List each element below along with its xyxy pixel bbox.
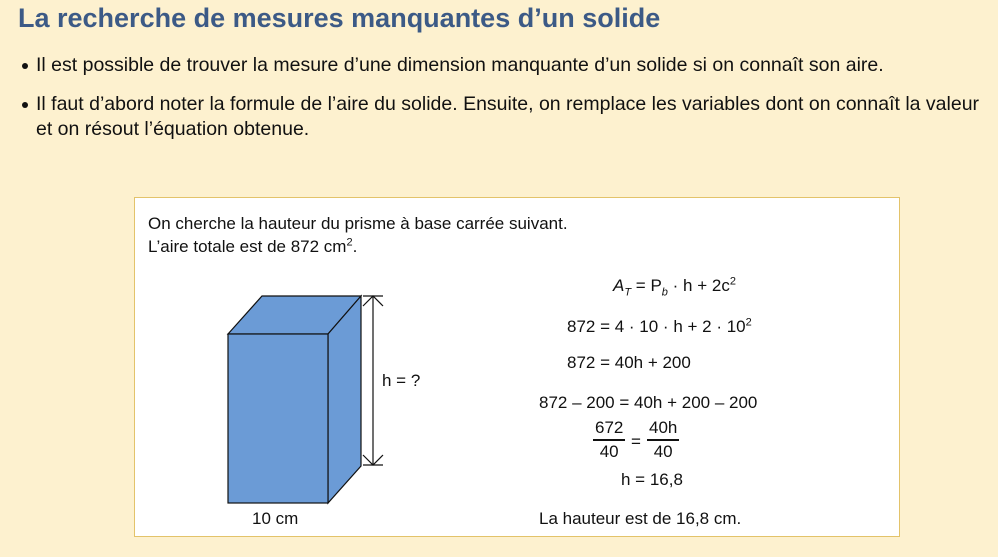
equation-subtract: 872 – 200 = 40h + 200 – 200 (539, 393, 758, 412)
section-title: La recherche de mesures manquantes d’un solide (18, 3, 661, 33)
intro-area-text: L’aire totale est de 872 cm (148, 237, 347, 256)
equation-result: h = 16,8 (621, 470, 683, 489)
fraction-left-numerator: 672 (595, 418, 624, 437)
equation-substituted: $872 = 4 \cdot 10 \cdot h + 2 \cdot 10^2$ (567, 316, 752, 336)
fraction-left-denominator: 40 (599, 441, 619, 461)
equation-simplified: 872 = 40h + 200 (567, 353, 691, 372)
intro-area-exponent: 2 (346, 236, 353, 249)
height-label: h = ? (382, 371, 421, 390)
fraction-right (647, 418, 679, 462)
fraction-right-numerator: 40h (649, 418, 678, 437)
fraction-left (593, 418, 625, 462)
prism-front-face (228, 334, 328, 503)
base-label: 10 cm (252, 509, 299, 528)
conclusion-text: La hauteur est de 16,8 cm. (539, 509, 742, 528)
fraction-left-bar (593, 439, 625, 441)
bullet-text: Il faut d’abord noter la formule de l’aire du solide. Ensuite, on remplace les variables dont on connaît la valeur et on résout l’équation obtenue. (36, 93, 980, 140)
intro-area-period: . (352, 237, 358, 256)
fraction-equals: = (631, 432, 641, 451)
intro-line-1: On cherche la hauteur du prisme à base carrée suivant. (148, 214, 568, 233)
fraction-right-denominator: 40 (653, 441, 673, 461)
bullet-text: Il est possible de trouver la mesure d’une dimension manquante d’un solide si on connaît son aire. (36, 54, 884, 76)
bullet-list (22, 53, 992, 156)
prism-diagram (135, 198, 901, 538)
bullet-item (22, 92, 992, 142)
bullet-dot-icon (22, 63, 28, 69)
example-box (134, 197, 900, 537)
bullet-item (22, 53, 992, 78)
equation-formula: $A_T = P_b \cdot h + 2c^2$ (613, 275, 736, 299)
bullet-dot-icon (22, 102, 28, 108)
fraction-right-bar (647, 439, 679, 441)
